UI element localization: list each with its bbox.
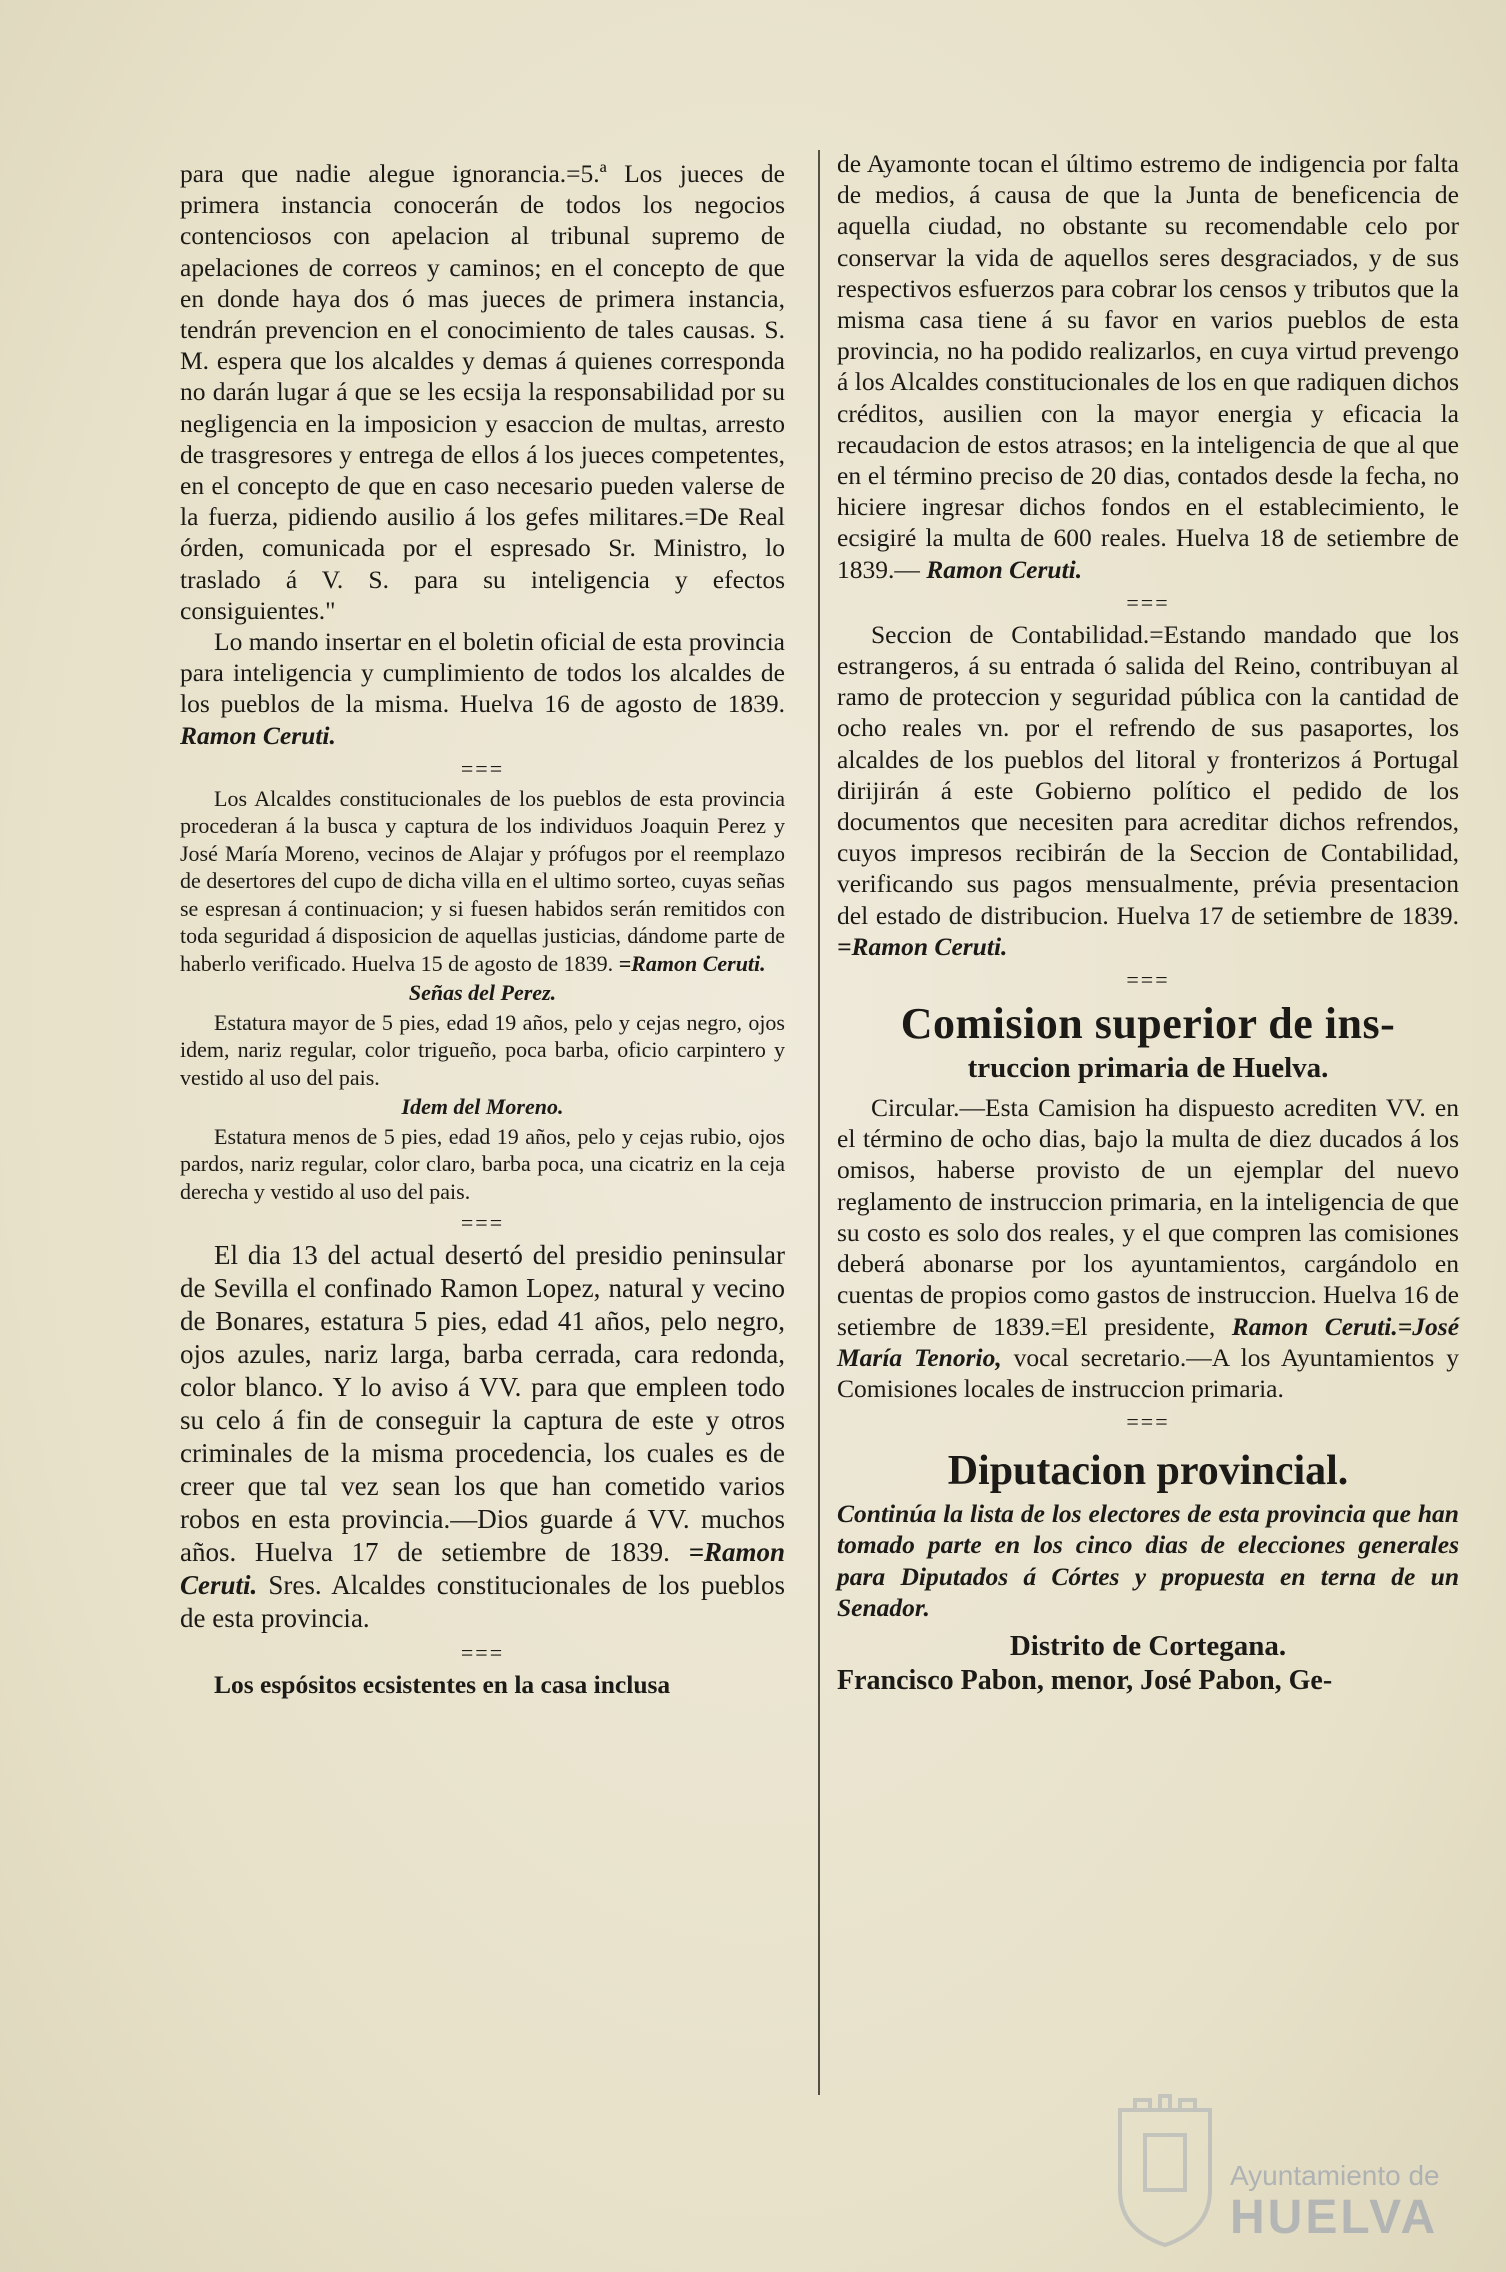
paragraph [180, 626, 785, 751]
paragraph: Los espósitos ecsistentes en la casa inclusa [214, 1670, 671, 1700]
section-heading: truccion primaria de Huelva. [967, 1052, 1329, 1085]
column-rule [818, 150, 820, 2095]
district-heading: Distrito de Cortegana. [1009, 1629, 1287, 1662]
paragraph: Estatura menos de 5 pies, edad 19 años, pelo y cejas rubio, ojos pardos, nariz regular, color claro, barba poca, una cicatriz en la ceja derecha y vestido al uso del pais. [180, 1123, 785, 1204]
paragraph-text: Los Alcaldes constitucionales de los pueblos de esta provincia procederan á la busca y captura de los individuos Joaquin Perez y José María Moreno, vecinos de Alajar y prófugos por el reemplazo de desertores del cupo de dicha villa en el ultimo sorteo, cuyas señas se espresan á continuacion; y si fuesen habidos serán remitidos con toda seguridad á disposicion de aquellas justicias, dándome parte de haberlo verificado. Huelva 15 de agosto de 1839. [180, 785, 785, 976]
signature: Ramon Ceruti. [926, 554, 1083, 584]
paragraph: para que nadie alegue ignorancia.=5.ª Los jueces de primera instancia conocerán de todos los negocios contenciosos con apelacion al tribunal supremo de apelaciones de correos y caminos; en el concepto de que en donde haya dos ó mas jueces de primera instancia, tendrán prevencion en el conocimiento de tales causas. S. M. espera que los alcaldes y demas á quienes corresponda no darán lugar á que se les ecsija la responsabilidad por su negligencia en la imposicion y esaccion de multas, arresto de trasgresores y entrega de ellos á los jueces competentes, en el concepto de que en caso necesario pueden valerse de la fuerza, pidiendo ausilio á los gefes militares.=De Real órden, comunicada por el espresado Sr. Ministro, lo traslado á V. S. para su inteligencia y efectos consiguientes." [180, 159, 785, 625]
paragraph: Estatura mayor de 5 pies, edad 19 años, pelo y cejas negro, ojos idem, nariz regular, color trigueño, poca barba, oficio carpintero y vestido al uso del pais. [180, 1009, 785, 1090]
section-separator: === [460, 1640, 505, 1666]
watermark-label: HUELVA [1230, 2191, 1439, 2244]
signature: =Ramon Ceruti. [618, 950, 766, 976]
section-separator: === [460, 755, 505, 781]
paragraph: Francisco Pabon, menor, José Pabon, Ge- [837, 1664, 1333, 1696]
subheading: Idem del Moreno. [401, 1094, 564, 1120]
section-separator: === [1126, 589, 1170, 615]
signature: Ramon Ceruti. [180, 720, 336, 750]
signature: Ramon Ceruti.=José María Tenorio, [837, 1311, 1460, 1372]
paragraph-text: El dia 13 del actual desertó del presidio peninsular de Sevilla el confinado Ramon Lopez, natural y vecino de Bonares, estatura 5 pies, edad 41 años, pelo negro, ojos azules, nariz larga, barba cerrada, cara redonda, color blanco. Y lo aviso á VV. para que empleen todo su celo á fin de conseguir la captura de este y otros criminales de la misma procedencia, los cuales es de creer que tal vez sean los que han cometido varios robos en esta provincia.—Dios guarde á VV. muchos años. Huelva 17 de setiembre de 1839. [180, 1240, 785, 1568]
paragraph-text: Lo mando insertar en el boletin oficial de esta provincia para inteligencia y cumplimiento de todos los alcaldes de los pueblos de la misma. Huelva 16 de agosto de 1839. [180, 627, 785, 719]
signature: =Ramon Ceruti. [180, 1537, 785, 1601]
section-separator: === [1126, 967, 1170, 993]
left-column [180, 158, 785, 1701]
section-heading: Comision superior de ins- [900, 999, 1396, 1049]
paragraph [837, 148, 1459, 585]
paragraph-text: vocal secretario.—A los Ayuntamientos y Comisiones locales de instruccion primaria. [837, 1342, 1459, 1403]
paragraph [180, 785, 785, 978]
paragraph-text: Sres. Alcaldes constitucionales de los pueblos de esta provincia. [180, 1570, 785, 1634]
subheading: Señas del Perez. [408, 980, 557, 1006]
paragraph [180, 1239, 785, 1635]
section-separator: === [1126, 1409, 1170, 1435]
paragraph [837, 1092, 1459, 1404]
watermark-label: Ayuntamiento de [1230, 2160, 1440, 2191]
paragraph-text: Seccion de Contabilidad.=Estando mandado que los estrangeros, á su entrada ó salida del Reino, contribuyan al ramo de proteccion y seguridad pública con la cantidad de ocho reales vn. por el refrendo de sus pasaportes, los alcaldes de los pueblos del litoral y fronterizos á Portugal dirijirán á este Gobierno político el pedido de los documentos que necesiten para acreditar dichos refrendos, cuyos impresos recibirán de la Seccion de Contabilidad, verificando sus pagos mensualmente, prévia presentacion del estado de distribucion. Huelva 17 de setiembre de 1839. [837, 619, 1459, 930]
paragraph: Continúa la lista de los electores de esta provincia que han tomado parte en los cinco dias de elecciones generales para Diputados á Córtes y propuesta en terna de un Senador. [837, 1499, 1459, 1622]
paragraph [837, 619, 1459, 962]
right-column [837, 148, 1459, 1696]
paragraph-text: Circular.—Esta Camision ha dispuesto acrediten VV. en el término de ocho dias, bajo la multa de diez ducados á los omisos, haberse provisto de un ejemplar del nuevo reglamento de instruccion primaria, en la inteligencia de que su costo es solo dos reales, y el que compren las comisiones deberá abonarse por los ayuntamientos, cargándolo en cuentas de propios como gastos de instruccion. Huelva 16 de setiembre de 1839.=El presidente, [837, 1093, 1459, 1341]
section-separator: === [460, 1210, 505, 1236]
paragraph-text: de Ayamonte tocan el último estremo de indigencia por falta de medios, á causa de que la Junta de beneficencia de aquella ciudad, no obstante su recomendable celo por conservar la vida de aquellos seres desgraciados, y de sus respectivos esfuerzos para cobrar los censos y tributos que la misma casa tiene á su favor en varios pueblos de esta provincia, no ha podido realizarlos, en cuya virtud prevengo á los Alcaldes constitucionales de los en que radiquen dichos créditos, ausilien con la mayor energia y eficacia la recaudacion de estos atrasos; en la inteligencia de que al que en el término preciso de 20 dias, contados desde la fecha, no hiciere ingresar dichos fondos en el establecimiento, le ecsigiré la multa de 600 reales. Huelva 18 de setiembre de 1839.— [837, 149, 1459, 584]
section-heading: Diputacion provincial. [947, 1448, 1349, 1495]
signature: =Ramon Ceruti. [837, 931, 1008, 961]
